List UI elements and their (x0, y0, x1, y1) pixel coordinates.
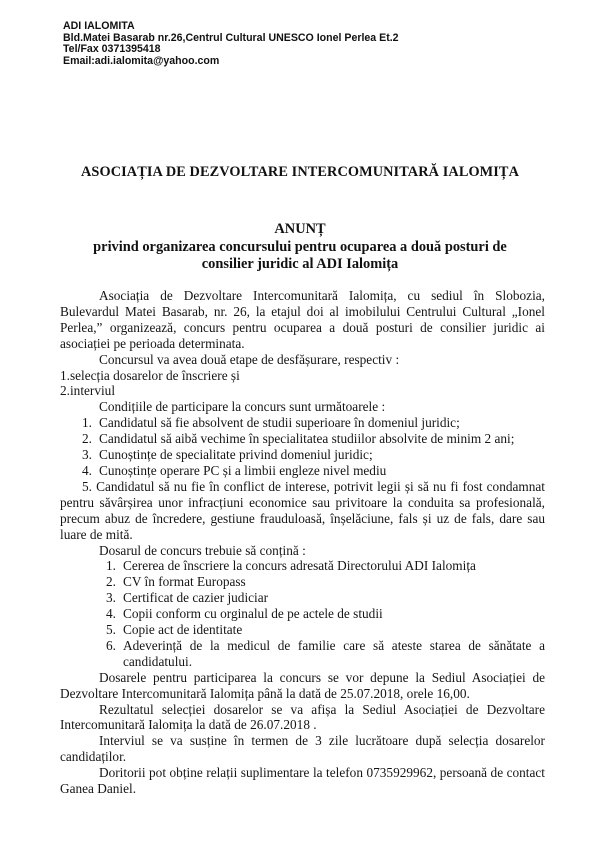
dossier-intro: Dosarul de concurs trebuie să conțină : (99, 542, 306, 558)
dossier-item: 5. Copie act de identitate (106, 622, 243, 638)
announcement-subtitle-line2: consilier juridic al ADI Ialomița (201, 256, 399, 272)
stage-item: 2.interviul (60, 383, 116, 399)
organization-title: ASOCIAȚIA DE DEZVOLTARE INTERCOMUNITARĂ IALOMIȚA (81, 164, 519, 180)
conditions-intro: Condițiile de participare la concurs sunt următoarele : (99, 399, 386, 415)
interview-paragraph: Interviul se va susține în termen de 3 zile lucrătoare după selecția dosarelor candidaților. (60, 733, 545, 765)
announcement-title: ANUNȚ (274, 221, 326, 237)
condition-item: 3. Cunoștințe de specialitate privind domeniul juridic; (82, 447, 373, 463)
conditions-list (60, 415, 545, 479)
condition-item: 4. Cunoștințe operare PC și a limbii engleze nivel mediu (82, 462, 387, 478)
letterhead-email: Email:adi.ialomita@yahoo.com (63, 54, 220, 67)
letterhead (63, 21, 399, 67)
dossier-list (60, 558, 545, 669)
announcement-body (60, 288, 545, 797)
intro-paragraph: Asociația de Dezvoltare Intercomunitară Ialomița, cu sediul în Slobozia, Bulevardul Matei Basarab, nr. 26, la etajul doi al imobilului Centrului Cultural „Ionel Perlea,” organizează, concurs pentru ocuparea a două posturi de consilier juridic ai asociației pe perioada determinata. (60, 288, 545, 351)
condition-item-5: 5. Candidatul să nu fie în conflict de interese, potrivit legii și să nu fi fost condamnat pentru săvârșirea unor infracțiuni economice sau privitoare la conduita sa profesională, precum abuz de încredere, gestiune frauduloasă, înșelăciune, fals și uz de fals, dare sau luare de mită. (60, 478, 545, 542)
letterhead-org: ADI IALOMITA (63, 20, 135, 32)
dossier-item: 4. Copii conform cu orginalul de pe actele de studii (106, 606, 383, 622)
contact-paragraph: Doritorii pot obține relații suplimentare la telefon 0735929962, persoană de contact Ganea Daniel. (60, 765, 545, 797)
deadline-paragraph: Dosarele pentru participarea la concurs se vor depune la Sediul Asociației de Dezvoltare Intercomunitară Ialomița până la dată de 25.07.2018, orele 16,00. (60, 669, 545, 701)
condition-item: 1. Candidatul să fie absolvent de studii superioare în domeniul juridic; (82, 415, 460, 431)
stage-item: 1.selecția dosarelor de înscriere și (60, 367, 240, 383)
announcement-heading (0, 221, 600, 274)
announcement-subtitle-line1: privind organizarea concursului pentru ocuparea a două posturi de (93, 238, 507, 255)
condition-item: 2. Candidatul să aibă vechime în specialitatea studiilor absolvite de minim 2 ani; (82, 431, 515, 447)
results-paragraph: Rezultatul selecției dosarelor se va afișa la Sediul Asociației de Dezvoltare Intercomunitară Ialomița la dată de 26.07.2018 . (60, 701, 545, 733)
dossier-item: 6. Adeverință de la medicul de familie care să ateste starea de sănătate a candidatului. (106, 637, 545, 669)
dossier-item: 3. Certificat de cazier judiciar (106, 590, 269, 606)
dossier-item: 2. CV în format Europass (106, 574, 246, 590)
dossier-item: 1. Cererea de înscriere la concurs adresată Directorului ADI Ialomița (106, 558, 476, 574)
letterhead-address: Bld.Matei Basarab nr.26,Centrul Cultural UNESCO Ionel Perlea Et.2 (63, 31, 399, 44)
letterhead-telfax: Tel/Fax 0371395418 (63, 43, 161, 56)
stages-intro: Concursul va avea două etape de desfășurare, respectiv : (99, 351, 400, 367)
